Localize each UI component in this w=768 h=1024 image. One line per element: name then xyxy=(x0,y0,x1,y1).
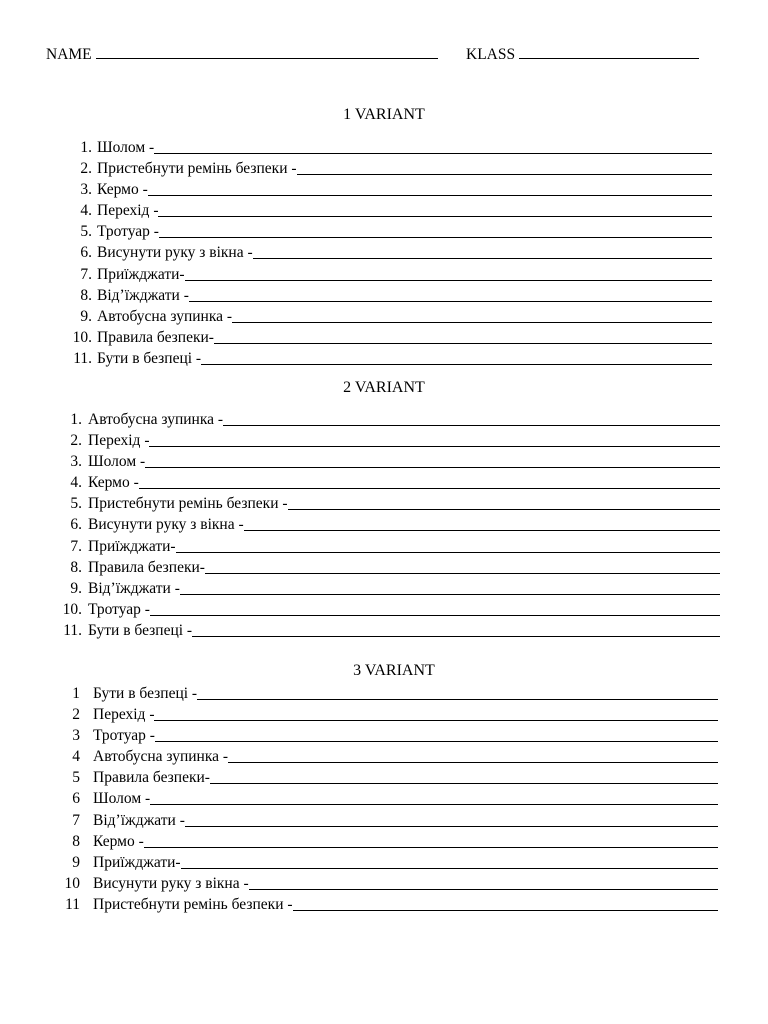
list-item xyxy=(0,451,768,472)
item-term: Автобусна зупинка - xyxy=(93,748,229,766)
item-term: Пристебнути ремінь безпеки - xyxy=(88,495,288,513)
answer-blank-line[interactable] xyxy=(205,560,720,574)
item-term: Шолом - xyxy=(88,453,146,471)
variant-1-title: 1 VARIANT xyxy=(343,106,425,123)
item-term: Перехід - xyxy=(93,706,155,724)
name-label: NAME xyxy=(46,46,92,63)
answer-blank-line[interactable] xyxy=(232,309,712,323)
answer-blank-line[interactable] xyxy=(293,897,718,911)
list-item xyxy=(0,264,768,285)
answer-blank-line[interactable] xyxy=(149,433,720,447)
list-item xyxy=(0,536,768,557)
list-item xyxy=(0,831,768,852)
item-number: 3. xyxy=(80,181,92,199)
answer-blank-line[interactable] xyxy=(223,412,720,426)
list-item xyxy=(0,409,768,430)
item-term: Кермо - xyxy=(88,474,139,492)
list-item xyxy=(0,158,768,179)
item-number: 1 xyxy=(72,685,80,702)
item-term: Тротуар - xyxy=(88,600,150,618)
item-number: 4. xyxy=(80,202,92,220)
item-number: 9. xyxy=(70,579,82,597)
item-term: Правила безпеки- xyxy=(88,558,205,576)
list-item xyxy=(0,327,768,348)
item-term: Висунути руку з вікна - xyxy=(97,244,253,262)
answer-blank-line[interactable] xyxy=(158,203,712,217)
list-item xyxy=(0,514,768,535)
answer-blank-line[interactable] xyxy=(189,288,712,302)
item-number: 6 xyxy=(72,790,80,808)
list-item xyxy=(0,306,768,327)
list-item xyxy=(0,873,768,894)
item-number: 7 xyxy=(72,811,80,829)
item-term: Шолом - xyxy=(97,139,155,156)
list-item xyxy=(0,348,768,369)
list-item xyxy=(0,767,768,788)
class-field[interactable] xyxy=(466,44,699,64)
item-term: Від’їжджати - xyxy=(93,811,185,829)
item-term: Бути в безпеці - xyxy=(93,685,198,702)
item-term: Правила безпеки- xyxy=(93,769,210,787)
item-term: Автобусна зупинка - xyxy=(88,411,224,428)
list-item xyxy=(0,620,768,641)
item-number: 7. xyxy=(70,537,82,555)
list-item xyxy=(0,578,768,599)
item-number: 6. xyxy=(80,244,92,262)
item-term: Висунути руку з вікна - xyxy=(93,874,249,892)
answer-blank-line[interactable] xyxy=(139,475,720,489)
item-number: 10 xyxy=(64,874,80,892)
list-item xyxy=(0,493,768,514)
list-item xyxy=(0,894,768,915)
item-term: Шолом - xyxy=(93,790,151,808)
answer-blank-line[interactable] xyxy=(145,454,720,468)
list-item xyxy=(0,725,768,746)
item-term: Тротуар - xyxy=(97,223,159,241)
item-term: Перехід - xyxy=(88,432,150,450)
list-item xyxy=(0,704,768,725)
item-term: Висунути руку з вікна - xyxy=(88,516,244,534)
answer-blank-line[interactable] xyxy=(185,813,718,827)
item-number: 9. xyxy=(80,307,92,325)
item-number: 2. xyxy=(70,432,82,450)
item-term: Правила безпеки- xyxy=(97,328,214,346)
item-term: Бути в безпеці - xyxy=(88,621,193,639)
answer-blank-line[interactable] xyxy=(297,161,712,175)
item-term: Кермо - xyxy=(93,832,144,850)
answer-blank-line[interactable] xyxy=(155,728,718,742)
answer-blank-line[interactable] xyxy=(192,623,720,637)
variant-1-list xyxy=(0,137,768,369)
item-term: Від’їжджати - xyxy=(88,579,180,597)
list-item xyxy=(0,683,768,704)
item-term: Приїжджати- xyxy=(97,265,185,283)
worksheet-header xyxy=(46,44,728,64)
answer-blank-line[interactable] xyxy=(249,876,718,890)
list-item xyxy=(0,430,768,451)
answer-blank-line[interactable] xyxy=(228,749,718,763)
answer-blank-line[interactable] xyxy=(253,245,712,259)
list-item xyxy=(0,810,768,831)
answer-blank-line[interactable] xyxy=(150,602,720,616)
item-term: Пристебнути ремінь безпеки - xyxy=(97,160,297,178)
class-label: KLASS xyxy=(466,46,516,63)
list-item xyxy=(0,242,768,263)
item-number: 3. xyxy=(70,453,82,471)
item-term: Тротуар - xyxy=(93,727,155,745)
item-number: 10. xyxy=(72,328,92,346)
item-number: 1. xyxy=(70,411,82,428)
list-item xyxy=(0,472,768,493)
list-item xyxy=(0,221,768,242)
answer-blank-line[interactable] xyxy=(148,182,712,196)
answer-blank-line[interactable] xyxy=(154,707,718,721)
list-item xyxy=(0,788,768,809)
answer-blank-line[interactable] xyxy=(176,539,720,553)
item-term: Приїжджати- xyxy=(88,537,176,555)
variant-2-title: 2 VARIANT xyxy=(343,379,425,396)
item-term: Автобусна зупинка - xyxy=(97,307,233,325)
item-term: Приїжджати- xyxy=(93,853,181,871)
item-number: 8 xyxy=(72,832,80,850)
answer-blank-line[interactable] xyxy=(180,581,720,595)
item-number: 3 xyxy=(72,727,80,745)
item-term: Кермо - xyxy=(97,181,148,199)
list-item xyxy=(0,137,768,158)
item-number: 1. xyxy=(80,139,92,156)
class-blank-line[interactable] xyxy=(519,44,699,59)
variant-3-title: 3 VARIANT xyxy=(353,662,435,679)
answer-blank-line[interactable] xyxy=(185,267,712,281)
item-number: 8. xyxy=(80,286,92,304)
item-number: 10. xyxy=(62,600,82,618)
list-item xyxy=(0,557,768,578)
item-term: Перехід - xyxy=(97,202,159,220)
item-term: Бути в безпеці - xyxy=(97,349,202,367)
list-item xyxy=(0,179,768,200)
list-item xyxy=(0,200,768,221)
item-number: 4 xyxy=(72,748,80,766)
item-number: 6. xyxy=(70,516,82,534)
item-number: 11. xyxy=(63,621,82,639)
item-number: 9 xyxy=(72,853,80,871)
item-number: 2 xyxy=(72,706,80,724)
answer-blank-line[interactable] xyxy=(210,770,718,784)
answer-blank-line[interactable] xyxy=(144,834,718,848)
variant-3-list xyxy=(0,683,768,915)
item-term: Пристебнути ремінь безпеки - xyxy=(93,895,293,913)
answer-blank-line[interactable] xyxy=(181,855,718,869)
answer-blank-line[interactable] xyxy=(150,791,718,805)
item-number: 11 xyxy=(65,895,80,913)
answer-blank-line[interactable] xyxy=(214,330,712,344)
item-number: 5 xyxy=(72,769,80,787)
item-number: 5. xyxy=(80,223,92,241)
answer-blank-line[interactable] xyxy=(154,140,712,154)
variant-2-list xyxy=(0,409,768,641)
answer-blank-line[interactable] xyxy=(197,686,718,700)
answer-blank-line[interactable] xyxy=(244,517,720,531)
name-field[interactable] xyxy=(46,44,438,64)
list-item xyxy=(0,599,768,620)
answer-blank-line[interactable] xyxy=(288,496,720,510)
item-term: Від’їжджати - xyxy=(97,286,189,304)
item-number: 8. xyxy=(70,558,82,576)
name-blank-line[interactable] xyxy=(96,44,438,59)
answer-blank-line[interactable] xyxy=(159,224,712,238)
item-number: 4. xyxy=(70,474,82,492)
list-item xyxy=(0,285,768,306)
list-item xyxy=(0,746,768,767)
item-number: 11. xyxy=(73,349,92,367)
list-item xyxy=(0,852,768,873)
item-number: 7. xyxy=(80,265,92,283)
item-number: 2. xyxy=(80,160,92,178)
answer-blank-line[interactable] xyxy=(201,351,712,365)
item-number: 5. xyxy=(70,495,82,513)
